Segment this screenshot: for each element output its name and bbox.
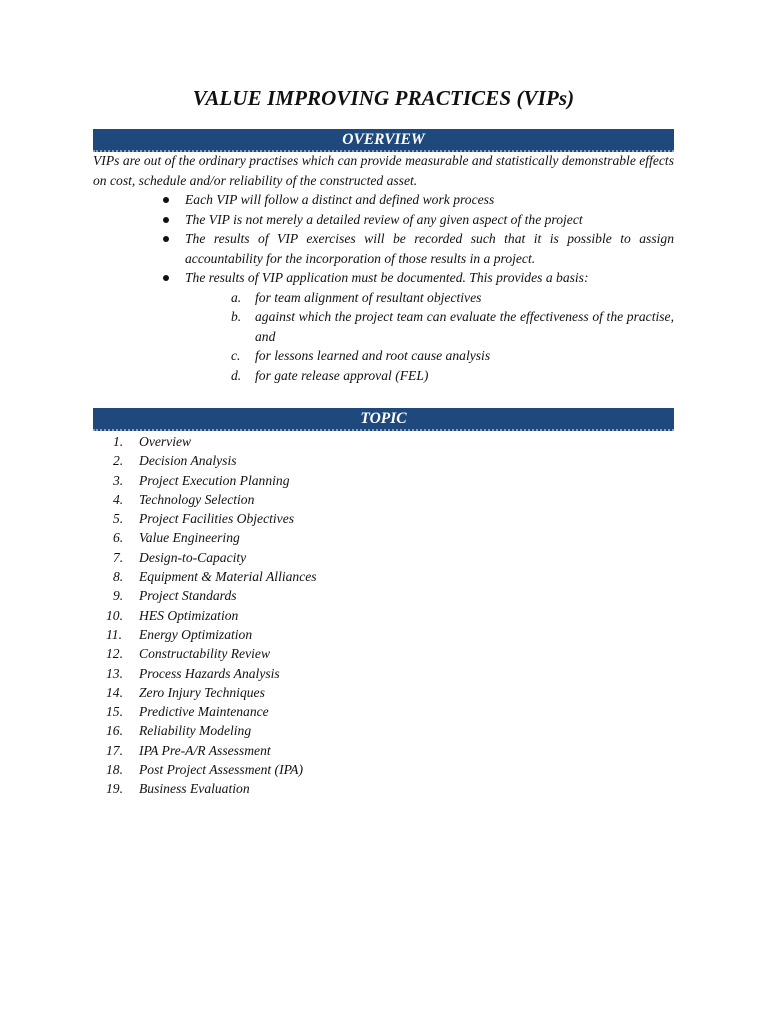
topic-list-item	[93, 760, 317, 779]
topic-list-item	[93, 721, 317, 740]
topic-label: Project Facilities Objectives	[139, 511, 295, 527]
bullet-icon	[163, 197, 169, 203]
topic-list-item	[93, 471, 317, 490]
sub-list-marker: d.	[231, 367, 242, 383]
topic-list-item	[93, 528, 317, 547]
topic-heading: TOPIC	[93, 408, 674, 431]
topic-number: 3.	[113, 472, 124, 488]
bullet-item	[93, 229, 674, 268]
topic-number: 1.	[113, 434, 124, 449]
topic-number: 8.	[113, 569, 124, 585]
topic-list-item	[93, 683, 317, 702]
topic-label: Constructability Review	[139, 646, 271, 662]
overview-bullet-list	[93, 190, 674, 385]
topic-list-item	[93, 432, 317, 451]
topic-label: Post Project Assessment (IPA)	[139, 762, 303, 778]
topic-list-item	[93, 586, 317, 605]
topic-label: Equipment & Material Alliances	[139, 569, 317, 585]
topic-number: 16.	[106, 723, 123, 739]
topic-label: Reliability Modeling	[139, 723, 252, 739]
topic-list	[93, 432, 317, 799]
topic-number: 17.	[106, 742, 123, 758]
topic-list-item	[93, 625, 317, 644]
overview-heading: OVERVIEW	[93, 129, 674, 152]
topic-list-item	[93, 779, 317, 798]
topic-label: Technology Selection	[139, 491, 255, 507]
overview-intro: VIPs are out of the ordinary practises which can provide measurable and statistically demonstrable effects on cost, schedule and/or reliability of the constructed asset.	[93, 153, 674, 188]
topic-list-item	[93, 451, 317, 470]
topic-number: 12.	[106, 646, 123, 662]
bullet-icon	[163, 217, 169, 223]
topic-list-item	[93, 644, 317, 663]
topic-number: 10.	[106, 607, 123, 623]
sub-list-text: for gate release approval (FEL)	[255, 367, 429, 383]
topic-number: 6.	[113, 530, 124, 546]
topic-list-item	[93, 702, 317, 721]
bullet-text: The results of VIP application must be documented. This provides a basis:	[185, 270, 589, 285]
bullet-icon	[163, 236, 169, 242]
basis-sub-list	[185, 288, 674, 386]
bullet-icon	[163, 275, 169, 281]
sub-list-marker: c.	[231, 348, 241, 363]
sub-list-text: for lessons learned and root cause analysis	[255, 348, 491, 363]
bullet-text: The VIP is not merely a detailed review of any given aspect of the project	[185, 211, 583, 227]
topic-label: Energy Optimization	[139, 626, 253, 642]
sub-list-marker: a.	[231, 289, 242, 305]
topic-list-item	[93, 741, 317, 760]
topic-label: Process Hazards Analysis	[139, 665, 280, 681]
topic-label: Value Engineering	[139, 530, 240, 546]
topic-number: 13.	[106, 665, 123, 681]
topic-label: Decision Analysis	[139, 453, 237, 469]
topic-label: Business Evaluation	[139, 781, 250, 797]
topic-number: 7.	[113, 549, 124, 565]
topic-list-item	[93, 490, 317, 509]
bullet-text: Each VIP will follow a distinct and defined work process	[185, 192, 495, 207]
topic-list-item	[93, 548, 317, 567]
sub-list-item	[93, 288, 674, 308]
bullet-text: The results of VIP exercises will be recorded such that it is possible to assign accountability for the incorporation of those results in a project.	[185, 231, 674, 266]
topic-list-item	[93, 606, 317, 625]
topic-label: Overview	[139, 434, 192, 449]
sub-list-item	[93, 366, 674, 386]
sub-list-text: for team alignment of resultant objectives	[255, 289, 482, 305]
topic-label: HES Optimization	[139, 607, 239, 623]
topic-number: 2.	[113, 453, 124, 469]
topic-number: 5.	[113, 511, 124, 527]
document-title: VALUE IMPROVING PRACTICES (VIPs)	[192, 86, 575, 110]
topic-label: Zero Injury Techniques	[139, 684, 265, 700]
topic-label: Project Standards	[139, 588, 237, 604]
topic-label: Project Execution Planning	[139, 472, 290, 488]
topic-number: 19.	[106, 781, 123, 797]
bullet-item	[93, 210, 674, 230]
topic-number: 15.	[106, 704, 123, 720]
topic-label: IPA Pre-A/R Assessment	[139, 742, 271, 758]
sub-list-item	[93, 346, 674, 366]
topic-number: 9.	[113, 588, 124, 604]
topic-number: 14.	[106, 684, 123, 700]
topic-list-item	[93, 509, 317, 528]
bullet-item	[93, 190, 674, 210]
sub-list-text: against which the project team can evaluate the effectiveness of the practise, and	[255, 309, 674, 344]
bullet-item	[93, 268, 674, 385]
topic-number: 18.	[106, 762, 123, 778]
sub-list-marker: b.	[231, 309, 242, 324]
topic-list-item	[93, 664, 317, 683]
topic-number: 11.	[106, 626, 122, 642]
topic-list-item	[93, 567, 317, 586]
topic-number: 4.	[113, 491, 124, 507]
topic-label: Predictive Maintenance	[139, 704, 269, 720]
sub-list-item	[93, 307, 674, 346]
topic-label: Design-to-Capacity	[139, 549, 247, 565]
